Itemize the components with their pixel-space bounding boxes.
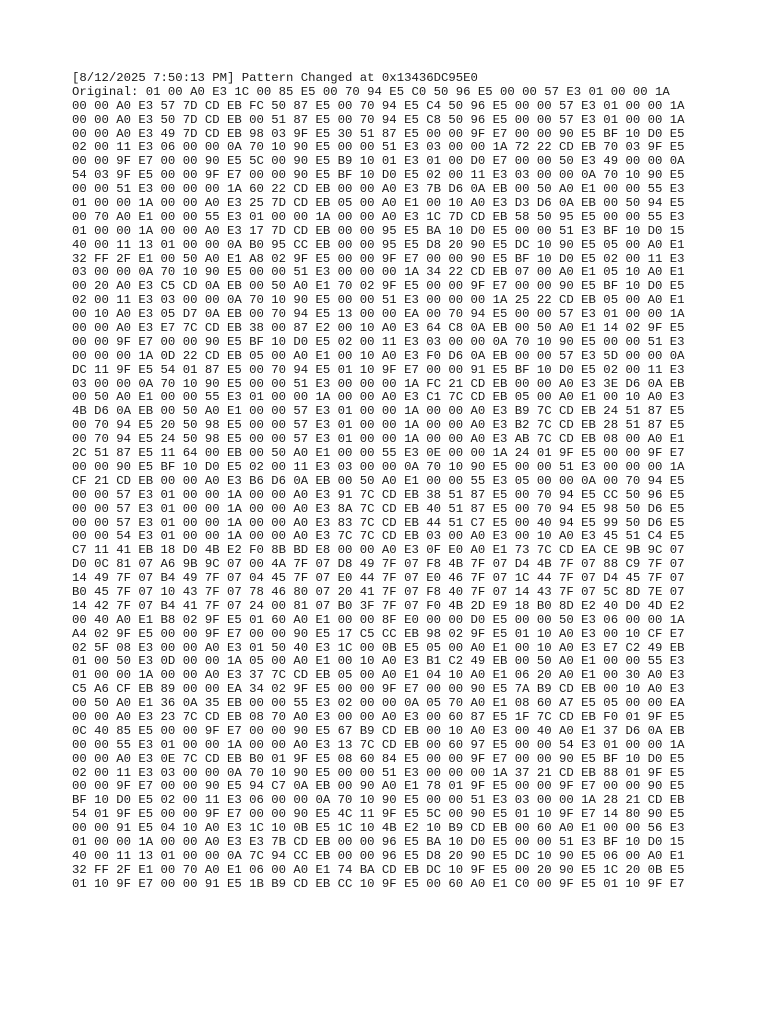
- hex-row: 00 00 55 E3 01 00 00 1A 00 00 A0 E3 13 7C CD EB 00 60 97 E5 00 00 54 E3 01 00 00 1A: [72, 737, 685, 752]
- hex-row: 00 70 A0 E1 00 00 55 E3 01 00 00 1A 00 00 A0 E3 1C 7D CD EB 58 50 95 E5 00 00 55 E3: [72, 209, 685, 224]
- hex-row: 00 00 57 E3 01 00 00 1A 00 00 A0 E3 91 7C CD EB 38 51 87 E5 00 70 94 E5 CC 50 96 E5: [72, 487, 685, 502]
- hex-row: 00 00 A0 E3 57 7D CD EB FC 50 87 E5 00 70 94 E5 C4 50 96 E5 00 00 57 E3 01 00 00 1A: [72, 98, 685, 113]
- hex-row: 02 5F 08 E3 00 00 A0 E3 01 50 40 E3 1C 00 0B E5 05 00 A0 E1 00 10 A0 E3 E7 C2 49 EB: [72, 640, 685, 655]
- hex-row: BF 10 D0 E5 02 00 11 E3 06 00 00 0A 70 10 90 E5 00 00 51 E3 03 00 00 1A 28 21 CD EB: [72, 793, 685, 808]
- hex-row: C5 A6 CF EB 89 00 00 EA 34 02 9F E5 00 00 9F E7 00 00 90 E5 7A B9 CD EB 00 10 A0 E3: [72, 682, 685, 697]
- hex-row: 0C 40 85 E5 00 00 9F E7 00 00 90 E5 67 B9 CD EB 00 10 A0 E3 00 40 A0 E1 37 D6 0A EB: [72, 723, 685, 738]
- hex-row: 14 49 7F 07 B4 49 7F 07 04 45 7F 07 E0 44 7F 07 E0 46 7F 07 1C 44 7F 07 D4 45 7F 07: [72, 571, 685, 586]
- hex-row: 32 FF 2F E1 00 50 A0 E1 A8 02 9F E5 00 00 9F E7 00 00 90 E5 BF 10 D0 E5 02 00 11 E3: [72, 251, 685, 266]
- hex-row: 4B D6 0A EB 00 50 A0 E1 00 00 57 E3 01 00 00 1A 00 00 A0 E3 B9 7C CD EB 24 51 87 E5: [72, 404, 685, 419]
- hex-row: 00 00 57 E3 01 00 00 1A 00 00 A0 E3 8A 7C CD EB 40 51 87 E5 00 70 94 E5 98 50 D6 E5: [72, 501, 685, 516]
- hex-row: 00 00 54 E3 01 00 00 1A 00 00 A0 E3 7C 7C CD EB 03 00 A0 E3 00 10 A0 E3 45 51 C4 E5: [72, 529, 685, 544]
- hex-row: 02 00 11 E3 06 00 00 0A 70 10 90 E5 00 00 51 E3 03 00 00 1A 72 22 CD EB 70 03 9F E5: [72, 140, 685, 155]
- hex-row: B0 45 7F 07 10 43 7F 07 78 46 80 07 20 41 7F 07 F8 40 7F 07 14 43 7F 07 5C 8D 7E 07: [72, 584, 685, 599]
- hex-row: 54 03 9F E5 00 00 9F E7 00 00 90 E5 BF 10 D0 E5 02 00 11 E3 03 00 00 0A 70 10 90 E5: [72, 168, 685, 183]
- hex-row: A4 02 9F E5 00 00 9F E7 00 00 90 E5 17 C5 CC EB 98 02 9F E5 01 10 A0 E3 00 10 CF E7: [72, 626, 685, 641]
- hex-row: C7 11 41 EB 18 D0 4B E2 F0 8B BD E8 00 00 A0 E3 0F E0 A0 E1 73 7C CD EA CE 9B 9C 07: [72, 543, 685, 558]
- hex-row: 00 20 A0 E3 C5 CD 0A EB 00 50 A0 E1 70 02 9F E5 00 00 9F E7 00 00 90 E5 BF 10 D0 E5: [72, 279, 685, 294]
- hex-row: 00 00 A0 E3 49 7D CD EB 98 03 9F E5 30 51 87 E5 00 00 9F E7 00 00 90 E5 BF 10 D0 E5: [72, 126, 685, 141]
- hex-row: 00 00 9F E7 00 00 90 E5 BF 10 D0 E5 02 00 11 E3 03 00 00 0A 70 10 90 E5 00 00 51 E3: [72, 334, 685, 349]
- hex-row: 00 00 A0 E3 50 7D CD EB 00 51 87 E5 00 70 94 E5 C8 50 96 E5 00 00 57 E3 01 00 00 1A: [72, 112, 685, 127]
- hex-row: 01 00 00 1A 00 00 A0 E3 17 7D CD EB 00 00 95 E5 BA 10 D0 E5 00 00 51 E3 BF 10 D0 15: [72, 223, 685, 238]
- hex-row: 00 00 57 E3 01 00 00 1A 00 00 A0 E3 83 7C CD EB 44 51 C7 E5 00 40 94 E5 99 50 D6 E5: [72, 515, 685, 530]
- hex-row: 00 00 00 1A 0D 22 CD EB 05 00 A0 E1 00 10 A0 E3 F0 D6 0A EB 00 00 57 E3 5D 00 00 0A: [72, 348, 685, 363]
- hex-row: D0 0C 81 07 A6 9B 9C 07 00 4A 7F 07 D8 49 7F 07 F8 4B 7F 07 D4 4B 7F 07 88 C9 7F 07: [72, 557, 685, 572]
- hex-row: 14 42 7F 07 B4 41 7F 07 24 00 81 07 B0 3F 7F 07 F0 4B 2D E9 18 B0 8D E2 40 D0 4D E2: [72, 598, 685, 613]
- hex-row: 2C 51 87 E5 11 64 00 EB 00 50 A0 E1 00 00 55 E3 0E 00 00 1A 24 01 9F E5 00 00 9F E7: [72, 446, 685, 461]
- hex-row: 00 00 A0 E3 E7 7C CD EB 38 00 87 E2 00 10 A0 E3 64 C8 0A EB 00 50 A0 E1 14 02 9F E5: [72, 321, 685, 336]
- hex-row: 00 00 9F E7 00 00 90 E5 94 C7 0A EB 00 90 A0 E1 78 01 9F E5 00 00 9F E7 00 00 90 E5: [72, 779, 685, 794]
- hex-row: 32 FF 2F E1 00 70 A0 E1 06 00 A0 E1 74 BA CD EB DC 10 9F E5 00 20 90 E5 1C 20 0B E5: [72, 862, 685, 877]
- hex-row: 00 10 A0 E3 05 D7 0A EB 00 70 94 E5 13 00 00 EA 00 70 94 E5 00 00 57 E3 01 00 00 1A: [72, 307, 685, 322]
- hex-row: 00 00 91 E5 04 10 A0 E3 1C 10 0B E5 1C 10 4B E2 10 B9 CD EB 00 60 A0 E1 00 00 56 E3: [72, 821, 685, 836]
- hex-row: 00 70 94 E5 24 50 98 E5 00 00 57 E3 01 00 00 1A 00 00 A0 E3 AB 7C CD EB 08 00 A0 E1: [72, 432, 685, 447]
- hex-row: 40 00 11 13 01 00 00 0A B0 95 CC EB 00 00 95 E5 D8 20 90 E5 DC 10 90 E5 05 00 A0 E1: [72, 237, 685, 252]
- hex-row: 00 00 A0 E3 0E 7C CD EB B0 01 9F E5 08 60 84 E5 00 00 9F E7 00 00 90 E5 BF 10 D0 E5: [72, 751, 685, 766]
- hex-row: 40 00 11 13 01 00 00 0A 7C 94 CC EB 00 00 96 E5 D8 20 90 E5 DC 10 90 E5 06 00 A0 E1: [72, 848, 685, 863]
- hex-row: DC 11 9F E5 54 01 87 E5 00 70 94 E5 01 10 9F E7 00 00 91 E5 BF 10 D0 E5 02 00 11 E3: [72, 362, 685, 377]
- original-bytes-line: Original: 01 00 A0 E3 1C 00 85 E5 00 70 94 E5 C0 50 96 E5 00 00 57 E3 01 00 00 1A: [72, 84, 670, 99]
- hex-dump-body: [72, 100, 762, 892]
- hex-row: 01 00 00 1A 00 00 A0 E3 E3 7B CD EB 00 00 96 E5 BA 10 D0 E5 00 00 51 E3 BF 10 D0 15: [72, 834, 685, 849]
- hex-row: 00 00 A0 E3 23 7C CD EB 08 70 A0 E3 00 00 A0 E3 00 60 87 E5 1F 7C CD EB F0 01 9F E5: [72, 709, 685, 724]
- hex-row: CF 21 CD EB 00 00 A0 E3 B6 D6 0A EB 00 50 A0 E1 00 00 55 E3 05 00 00 0A 00 70 94 E5: [72, 473, 685, 488]
- hex-row: 54 01 9F E5 00 00 9F E7 00 00 90 E5 4C 11 9F E5 5C 00 90 E5 01 10 9F E7 14 80 90 E5: [72, 807, 685, 822]
- log-header: [8/12/2025 7:50:13 PM] Pattern Changed at 0x13436DC95E0: [72, 71, 478, 85]
- hex-row: 03 00 00 0A 70 10 90 E5 00 00 51 E3 00 00 00 1A 34 22 CD EB 07 00 A0 E1 05 10 A0 E1: [72, 265, 685, 280]
- hex-row: 01 00 00 1A 00 00 A0 E3 37 7C CD EB 05 00 A0 E1 04 10 A0 E1 06 20 A0 E1 00 30 A0 E3: [72, 668, 685, 683]
- hex-row: 00 70 94 E5 20 50 98 E5 00 00 57 E3 01 00 00 1A 00 00 A0 E3 B2 7C CD EB 28 51 87 E5: [72, 418, 685, 433]
- hex-row: 02 00 11 E3 03 00 00 0A 70 10 90 E5 00 00 51 E3 00 00 00 1A 25 22 CD EB 05 00 A0 E1: [72, 293, 685, 308]
- hex-row: 00 00 9F E7 00 00 90 E5 5C 00 90 E5 B9 10 01 E3 01 00 D0 E7 00 00 50 E3 49 00 00 0A: [72, 154, 685, 169]
- hex-row: 00 50 A0 E1 00 00 55 E3 01 00 00 1A 00 00 A0 E3 C1 7C CD EB 05 00 A0 E1 00 10 A0 E3: [72, 390, 685, 405]
- hex-row: 00 50 A0 E1 36 0A 35 EB 00 00 55 E3 02 00 00 0A 05 70 A0 E1 08 60 A7 E5 05 00 00 EA: [72, 696, 685, 711]
- hex-row: 01 00 50 E3 0D 00 00 1A 05 00 A0 E1 00 10 A0 E3 B1 C2 49 EB 00 50 A0 E1 00 00 55 E3: [72, 654, 685, 669]
- hex-row: 00 00 51 E3 00 00 00 1A 60 22 CD EB 00 00 A0 E3 7B D6 0A EB 00 50 A0 E1 00 00 55 E3: [72, 182, 685, 197]
- hex-row: 01 00 00 1A 00 00 A0 E3 25 7D CD EB 05 00 A0 E1 00 10 A0 E3 D3 D6 0A EB 00 50 94 E5: [72, 196, 685, 211]
- hex-dump-log: [72, 72, 762, 892]
- hex-row: 01 10 9F E7 00 00 91 E5 1B B9 CD EB CC 10 9F E5 00 60 A0 E1 C0 00 9F E5 01 10 9F E7: [72, 876, 685, 891]
- hex-row: 03 00 00 0A 70 10 90 E5 00 00 51 E3 00 00 00 1A FC 21 CD EB 00 00 A0 E3 3E D6 0A EB: [72, 376, 685, 391]
- hex-row: 00 40 A0 E1 B8 02 9F E5 01 60 A0 E1 00 00 8F E0 00 00 D0 E5 00 00 50 E3 06 00 00 1A: [72, 612, 685, 627]
- hex-row: 00 00 90 E5 BF 10 D0 E5 02 00 11 E3 03 00 00 0A 70 10 90 E5 00 00 51 E3 00 00 00 1A: [72, 459, 685, 474]
- hex-row: 02 00 11 E3 03 00 00 0A 70 10 90 E5 00 00 51 E3 00 00 00 1A 37 21 CD EB 88 01 9F E5: [72, 765, 685, 780]
